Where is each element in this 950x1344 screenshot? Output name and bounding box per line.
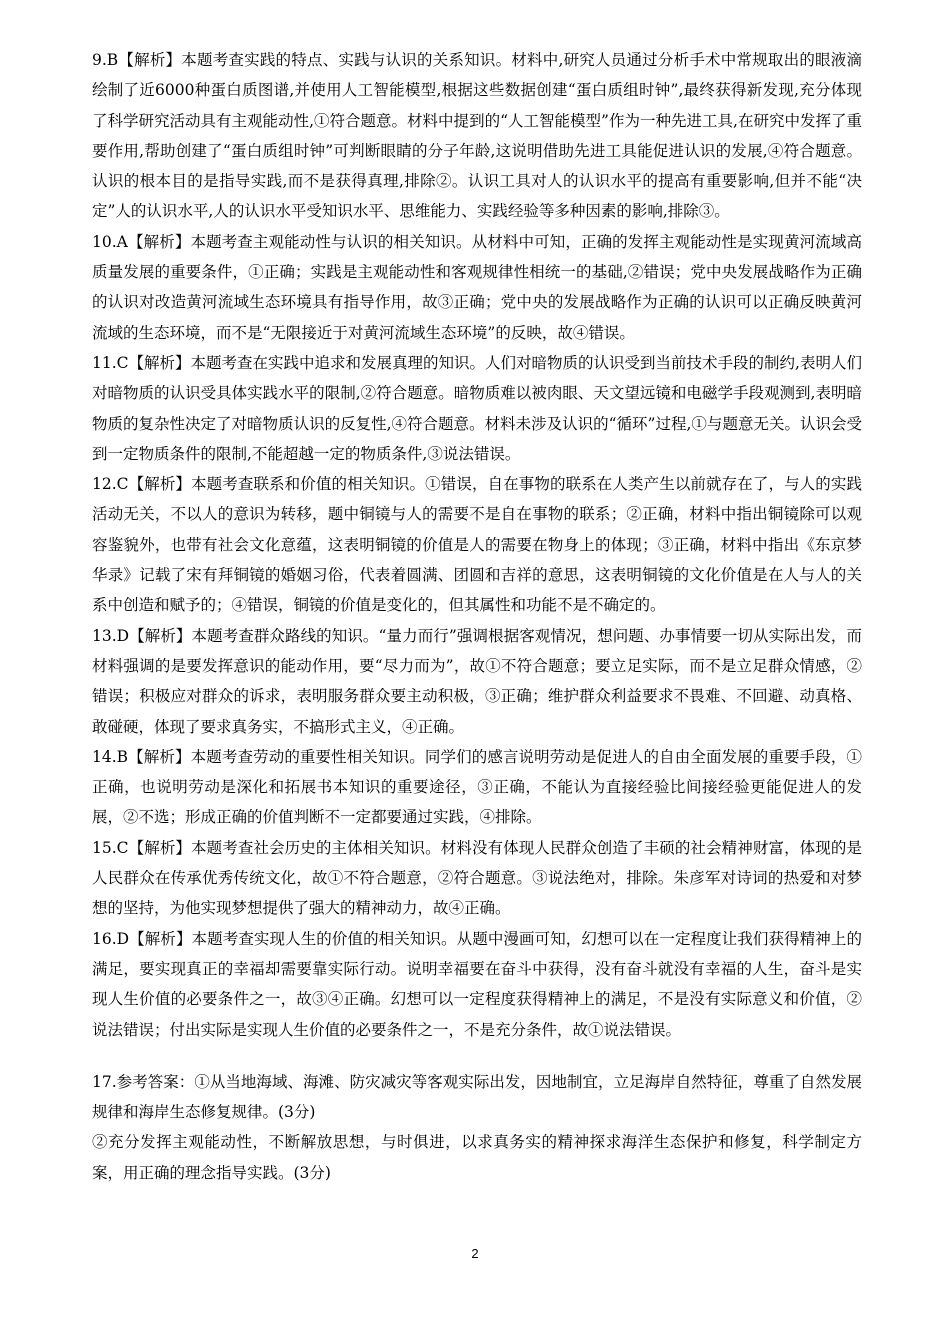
section-spacer bbox=[92, 1045, 862, 1067]
answer-paragraph-14: 14.B【解析】本题考查劳动的重要性相关知识。同学们的感言说明劳动是促进人的自由全面发展的重要手段，①正确，也说明劳动是深化和拓展书本知识的重要途径，③正确，不能认为直接经验比间接经验更能促进人的发展，②不选；形成正确的价值判断不一定都要通过实践，④排除。 bbox=[92, 747, 862, 827]
answer-paragraph-12: 12.C【解析】本题考查联系和价值的相关知识。①错误，自在事物的联系在人类产生以前就存在了，与人的实践活动无关，不以人的意识为转移，题中铜镜与人的需要不是自在事物的联系；②正确，材料中指出铜镜除可以观容鉴貌外，也带有社会文化意蕴，这表明铜镜的价值是人的需要在物身上的体现；③正确，材料中指出《东京梦华录》记载了宋有拜铜镜的婚姻习俗，代表着圆满、团圆和吉祥的意思，这表明铜镜的文化价值是在人与人的关系中创造和赋予的；④错误，铜镜的价值是变化的，但其属性和功能不是不确定的。 bbox=[92, 475, 862, 615]
answer-17-point-2: ②充分发挥主观能动性，不断解放思想，与时俱进，以求真务实的精神探求海洋生态保护和修复，科学制定方案，用正确的理念指导实践。(3分) bbox=[92, 1133, 862, 1182]
answer-content bbox=[92, 45, 862, 1188]
answer-paragraph-9: 9.B【解析】本题考查实践的特点、实践与认识的关系知识。材料中,研究人员通过分析手术中常规取出的眼液滴绘制了近6000种蛋白质图谱,并使用人工智能模型,根据这些数据创建“蛋白质组时钟”,最终获得新发现,充分体现了科学研究活动具有主观能动性,①符合题意。材料中提到的“人工智能模型”作为一种先进工具,在研究中发挥了重要作用,帮助创建了“蛋白质组时钟”可判断眼睛的分子年龄,这说明借助先进工具能促进认识的发展,④符合题意。认识的根本目的是指导实践,而不是获得真理,排除②。认识工具对人的认识水平的提高有重要影响,但并不能“决定”人的认识水平,人的认识水平受知识水平、思维能力、实践经验等多种因素的影响,排除③。 bbox=[92, 51, 862, 221]
answer-paragraph-16: 16.D【解析】本题考查实现人生的价值的相关知识。从题中漫画可知，幻想可以在一定程度让我们获得精神上的满足，要实现真正的幸福却需要靠实际行动。说明幸福要在奋斗中获得，没有奋斗就没有幸福的人生，奋斗是实现人生价值的必要条件之一，故③④正确。幻想可以一定程度获得精神上的满足，不是没有实际意义和价值，②说法错误；付出实际是实现人生价值的必要条件之一，不是充分条件，故①说法错误。 bbox=[92, 929, 862, 1039]
answer-paragraph-10: 10.A【解析】本题考查主观能动性与认识的相关知识。从材料中可知，正确的发挥主观能动性是实现黄河流域高质量发展的重要条件，①正确；实践是主观能动性和客观规律性相统一的基础,②错误；党中央发展战略作为正确的认识对改造黄河流域生态环境具有指导作用，故③正确；党中央的发展战略作为正确的认识可以正确反映黄河流域的生态环境，而不是“无限接近于对黄河流域生态环境”的反映，故④错误。 bbox=[92, 232, 862, 342]
answer-paragraph-15: 15.C【解析】本题考查社会历史的主体相关知识。材料没有体现人民群众创造了丰硕的社会精神财富，体现的是人民群众在传承优秀传统文化，故①不符合题意，②符合题意。③说法绝对，排除。朱彦军对诗词的热爱和对梦想的坚持，为他实现梦想提供了强大的精神动力，故④正确。 bbox=[92, 838, 862, 918]
page-number: 2 bbox=[471, 1246, 479, 1261]
answer-paragraph-11: 11.C【解析】本题考查在实践中追求和发展真理的知识。人们对暗物质的认识受到当前技术手段的制约,表明人们对暗物质的认识受具体实践水平的限制,②符合题意。暗物质难以被肉眼、天文望远镜和电磁学手段观测到,表明暗物质的复杂性决定了对暗物质认识的反复性,④符合题意。材料未涉及认识的“循环”过程,①与题意无关。认识会受到一定物质条件的限制,不能超越一定的物质条件,③说法错误。 bbox=[92, 353, 862, 463]
answer-paragraph-13: 13.D【解析】本题考查群众路线的知识。“量力而行”强调根据客观情况，想问题、办事情要一切从实际出发，而材料强调的是要发挥意识的能动作用，要“尽力而为”，故①不符合题意；要立足实际，而不是立足群众情感，②错误；积极应对群众的诉求，表明服务群众要主动积极，③正确；维护群众利益要求不畏难、不回避、动真格、敢碰硬，体现了要求真务实，不搞形式主义，④正确。 bbox=[92, 626, 862, 736]
answer-17-point-1: 17.参考答案：①从当地海域、海滩、防灾减灾等客观实际出发，因地制宜，立足海岸自然特征，尊重了自然发展规律和海岸生态修复规律。(3分) bbox=[92, 1072, 862, 1122]
